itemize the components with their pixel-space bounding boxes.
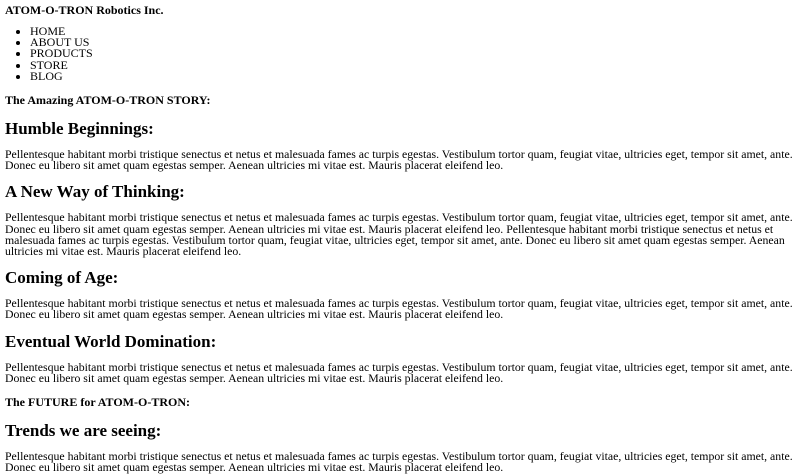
story-title: The Amazing ATOM-O-TRON STORY:: [5, 93, 211, 108]
section-paragraph-new-way-of-thinking: Pellentesque habitant morbi tristique senectus et netus et malesuada fames ac turpis egestas. Vestibulum tortor quam, feugiat vitae, ultricies eget, tempor sit amet, ante. Donec eu libero sit amet quam egestas semper. Aenean ultricies mi vitae est. Mauris placerat eleifend leo. Pellentesque habitant morbi tristique senectus et netus et malesuada fames ac turpis egestas. Vestibulum tortor quam, feugiat vitae, ultricies eget, tempor sit amet, ante. Donec eu libero sit amet quam egestas semper. Aenean ultricies mi vitae est. Mauris placerat eleifend leo.: [5, 210, 793, 259]
nav-link-products[interactable]: PRODUCTS: [30, 46, 93, 61]
nav-item-blog: [30, 68, 795, 83]
nav-item-home: [30, 26, 795, 37]
section-heading-coming-of-age: Coming of Age:: [5, 268, 119, 288]
section-heading-trends: Trends we are seeing:: [5, 421, 162, 441]
story-section: [5, 93, 795, 384]
future-section: [5, 395, 795, 473]
section-paragraph-humble-beginnings: Pellentesque habitant morbi tristique senectus et netus et malesuada fames ac turpis egestas. Vestibulum tortor quam, feugiat vitae, ultricies eget, tempor sit amet, ante. Donec eu libero sit amet quam egestas semper. Aenean ultricies mi vitae est. Mauris placerat eleifend leo.: [5, 147, 793, 173]
nav-link-home[interactable]: HOME: [30, 24, 66, 38]
section-paragraph-trends: Pellentesque habitant morbi tristique senectus et netus et malesuada fames ac turpis egestas. Vestibulum tortor quam, feugiat vitae, ultricies eget, tempor sit amet, ante. Donec eu libero sit amet quam egestas semper. Aenean ultricies mi vitae est. Mauris placerat eleifend leo.: [5, 449, 793, 474]
nav-item-store: [30, 57, 795, 72]
main-nav: [5, 26, 795, 82]
nav-link-store[interactable]: STORE: [30, 57, 68, 72]
section-heading-new-way-of-thinking: A New Way of Thinking:: [5, 182, 185, 202]
section-heading-world-domination: Eventual World Domination:: [5, 331, 217, 351]
nav-item-products: [30, 48, 795, 59]
nav-link-blog[interactable]: BLOG: [30, 68, 63, 83]
site-brand: ATOM-O-TRON Robotics Inc.: [5, 3, 164, 17]
section-heading-humble-beginnings: Humble Beginnings:: [5, 119, 154, 139]
section-paragraph-coming-of-age: Pellentesque habitant morbi tristique senectus et netus et malesuada fames ac turpis egestas. Vestibulum tortor quam, feugiat vitae, ultricies eget, tempor sit amet, ante. Donec eu libero sit amet quam egestas semper. Aenean ultricies mi vitae est. Mauris placerat eleifend leo.: [5, 296, 793, 322]
nav-link-about-us[interactable]: ABOUT US: [30, 35, 90, 50]
nav-item-about-us: [30, 37, 795, 48]
future-title: The FUTURE for ATOM-O-TRON:: [5, 395, 190, 410]
section-paragraph-world-domination: Pellentesque habitant morbi tristique senectus et netus et malesuada fames ac turpis egestas. Vestibulum tortor quam, feugiat vitae, ultricies eget, tempor sit amet, ante. Donec eu libero sit amet quam egestas semper. Aenean ultricies mi vitae est. Mauris placerat eleifend leo.: [5, 359, 793, 385]
